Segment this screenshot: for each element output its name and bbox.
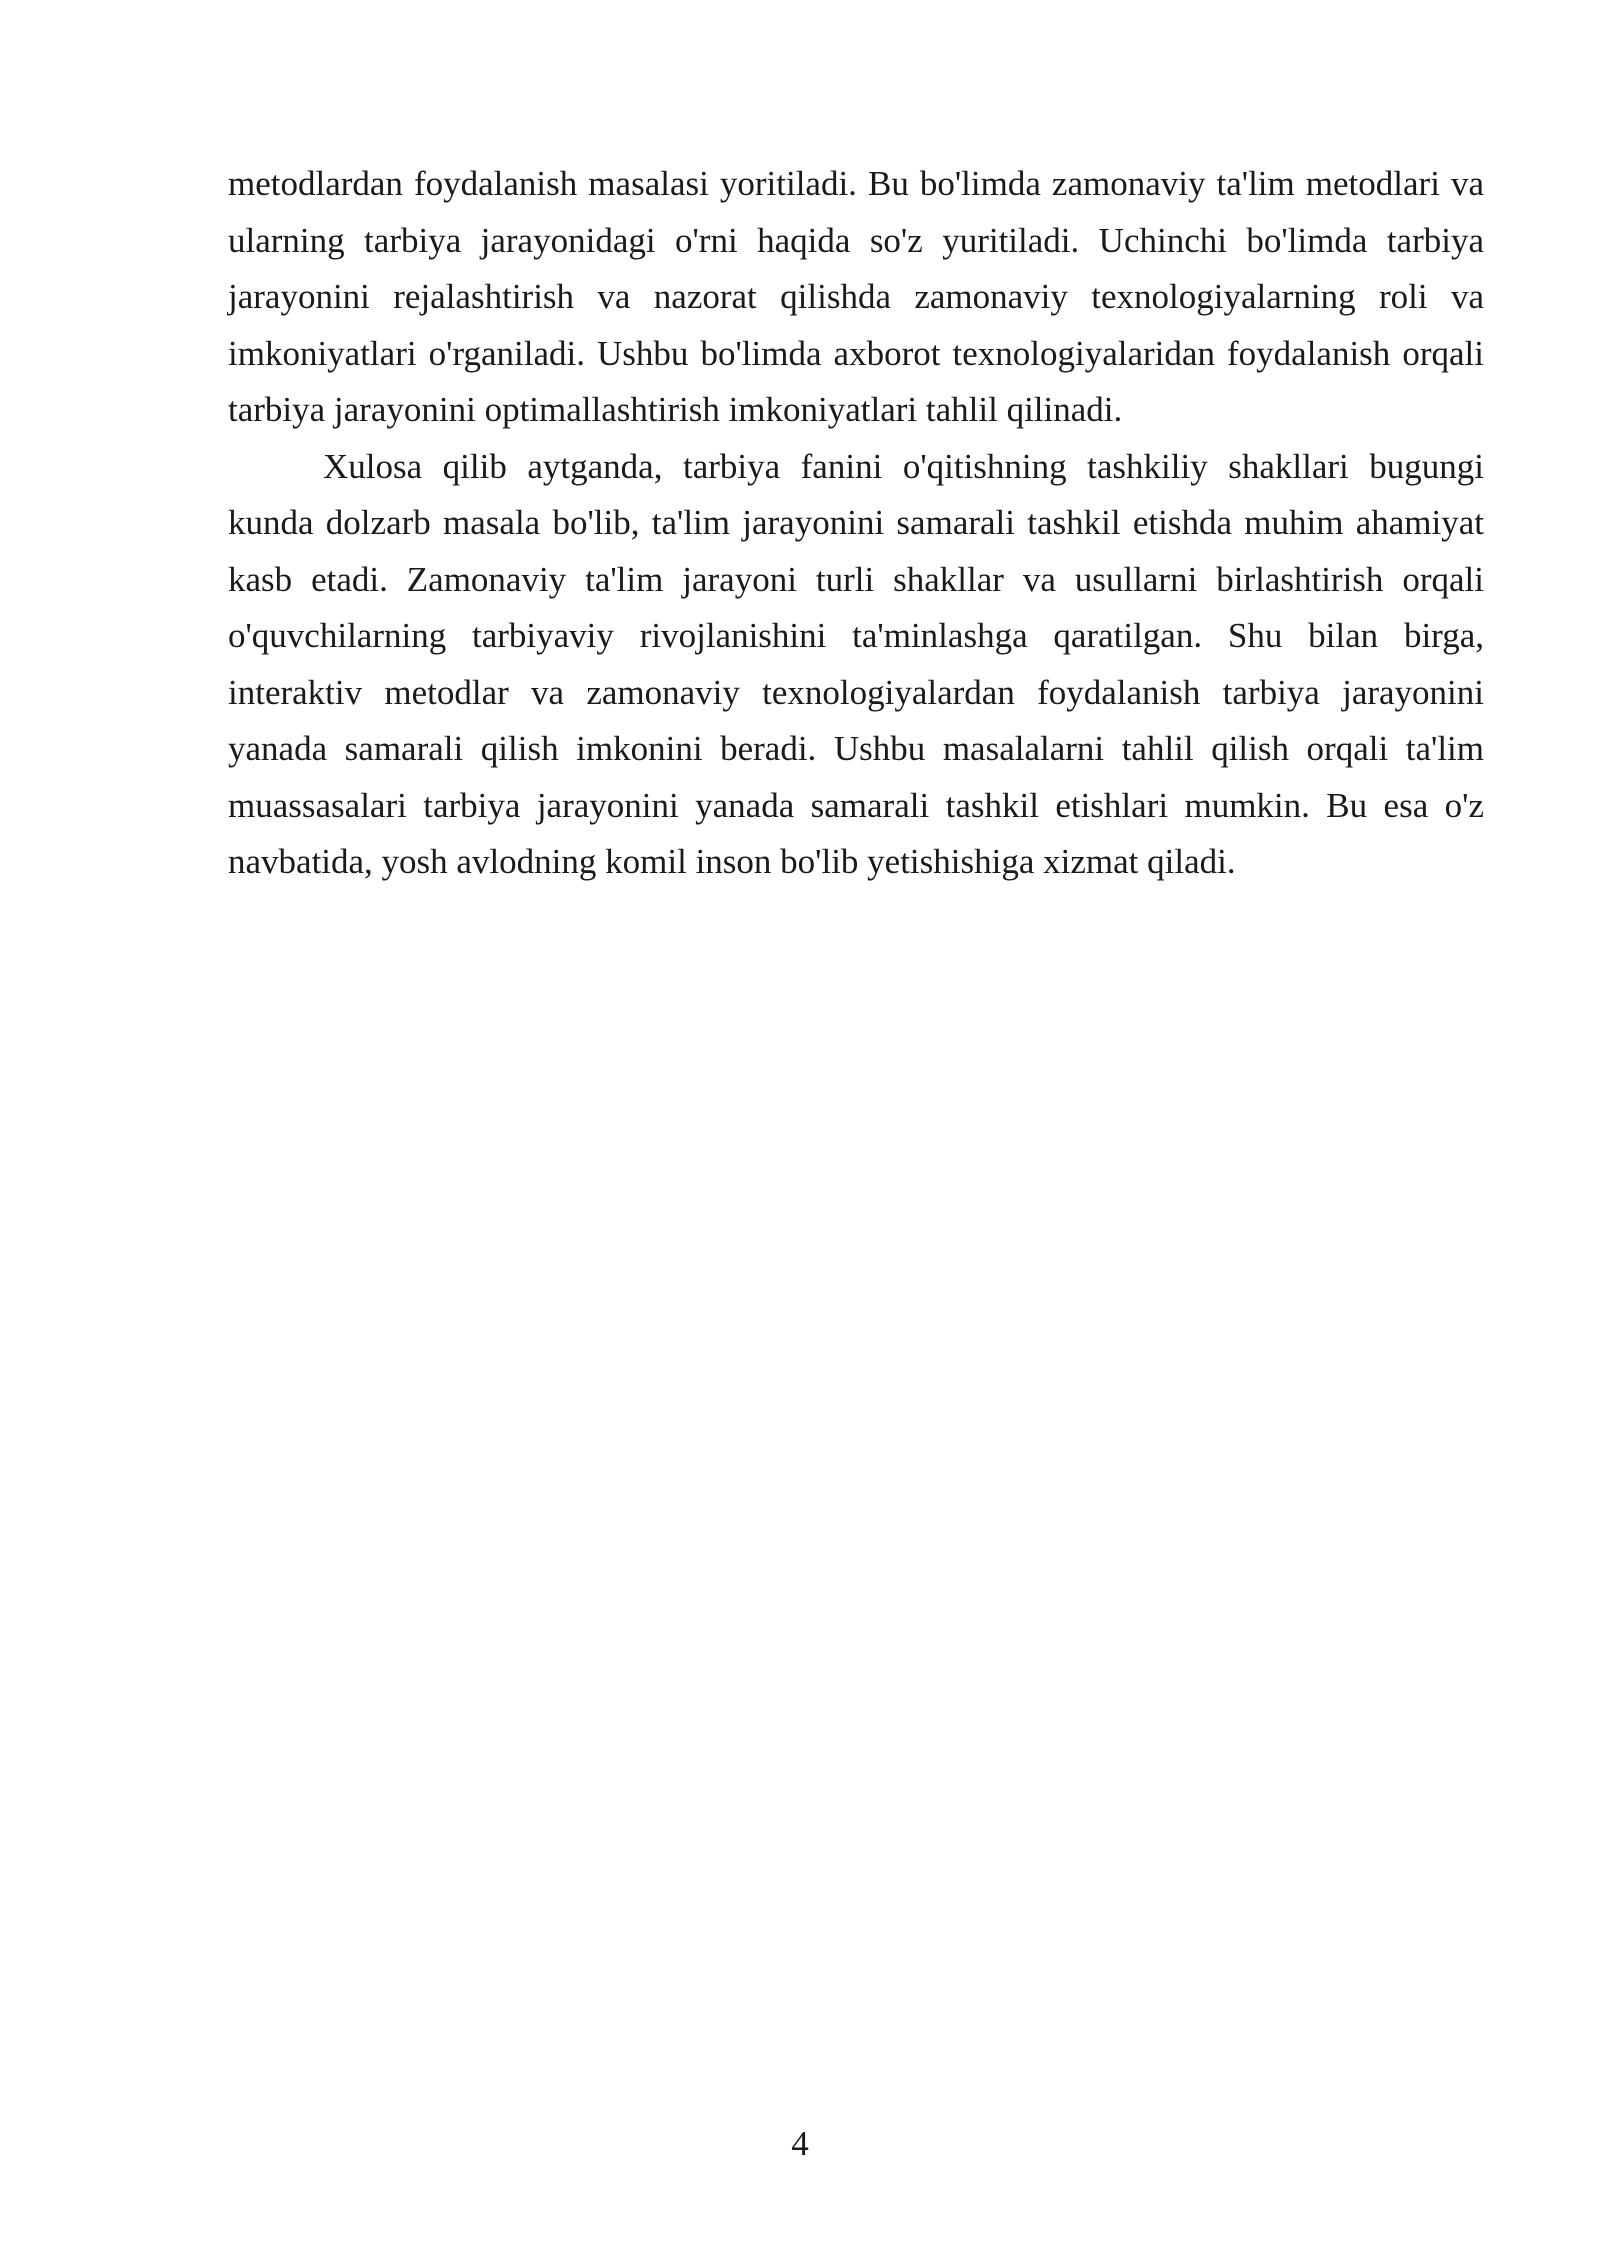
paragraph-continuation: metodlardan foydalanish masalasi yoritiladi. Bu bo'limda zamonaviy ta'lim metodlari va ularning tarbiya jarayonidagi o'rni haqida so'z yuritiladi. Uchinchi bo'limda tarbiya jarayonini rejalashtirish va nazorat qilishda zamonaviy texnologiyalarning roli va imkoniyatlari o'rganiladi. Ushbu bo'limda axborot texnologiyalaridan foydalanish orqali tarbiya jarayonini optimallashtirish imkoniyatlari tahlil qilinadi.	[228, 164, 1484, 429]
page-number: 4	[791, 2124, 809, 2163]
body-text	[228, 156, 1484, 891]
paragraph-conclusion: Xulosa qilib aytganda, tarbiya fanini o'qitishning tashkiliy shakllari bugungi kunda dolzarb masala bo'lib, ta'lim jarayonini samarali tashkil etishda muhim ahamiyat kasb etadi. Zamonaviy ta'lim jarayoni turli shakllar va usullarni birlashtirish orqali o'quvchilarning tarbiyaviy rivojlanishini ta'minlashga qaratilgan. Shu bilan birga, interaktiv metodlar va zamonaviy texnologiyalardan foydalanish tarbiya jarayonini yanada samarali qilish imkonini beradi. Ushbu masalalarni tahlil qilish orqali ta'lim muassasalari tarbiya jarayonini yanada samarali tashkil etishlari mumkin. Bu esa o'z navbatida, yosh avlodning komil inson bo'lib yetishishiga xizmat qiladi.	[228, 446, 1484, 881]
